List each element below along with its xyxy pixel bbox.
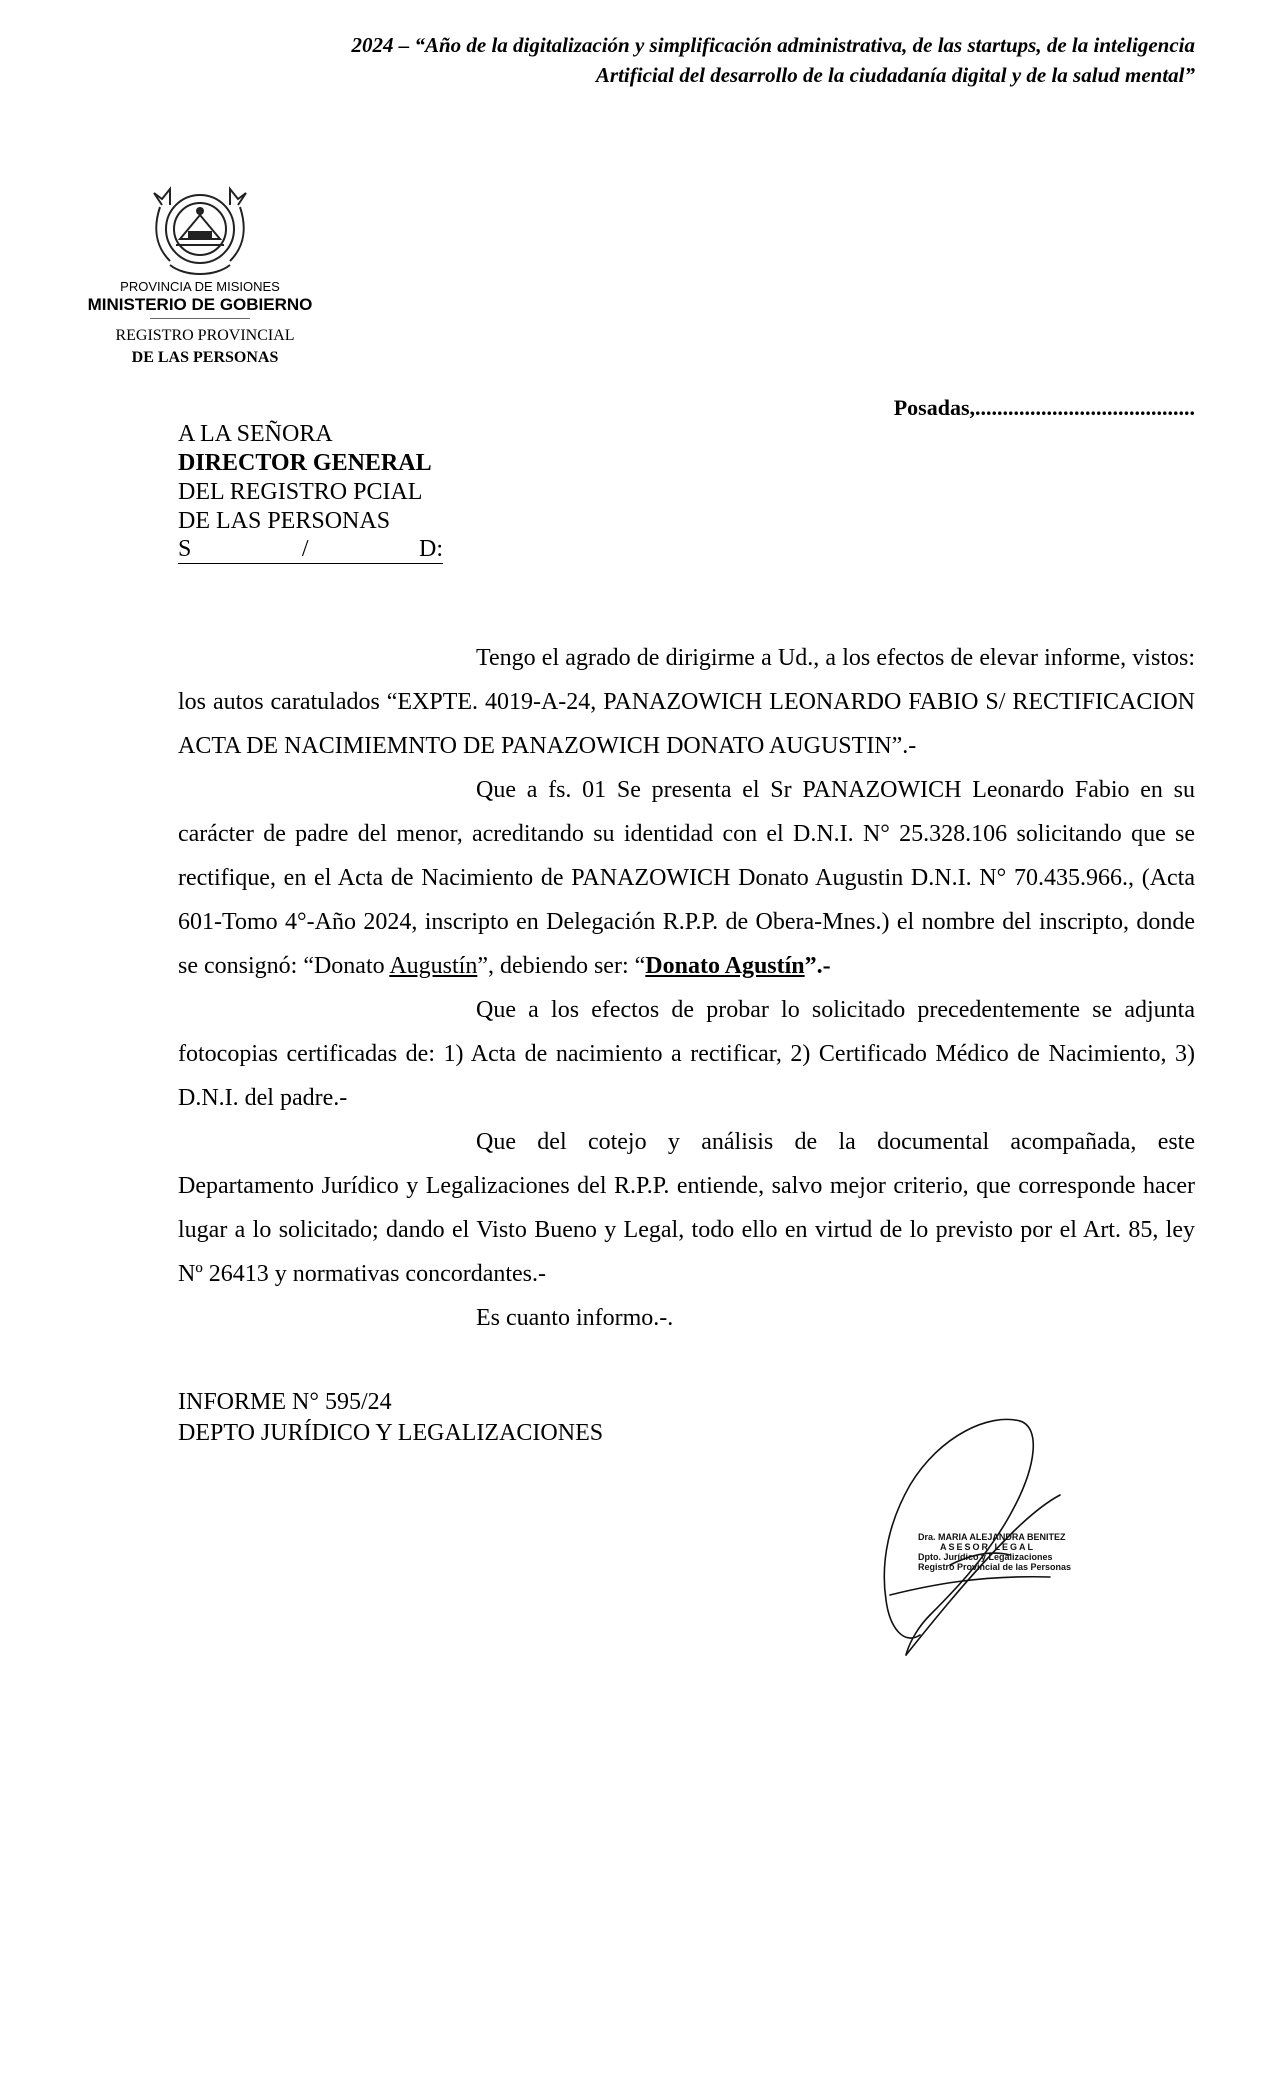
stamp-line-1: Dra. MARIA ALEJANDRA BENITEZ	[918, 1532, 1066, 1542]
province-name: PROVINCIA DE MISIONES	[120, 279, 280, 294]
paragraph-1: Tengo el agrado de dirigirme a Ud., a los efectos de elevar informe, vistos: los autos caratulados “EXPTE. 4019-A-24, PANAZOWICH LEONARDO FABIO S/ RECTIFICACION ACTA DE NACIMIEMNTO DE PANAZOWICH DONATO AUGUSTIN”.-	[178, 645, 1195, 759]
sd-s: S	[178, 536, 192, 562]
place-date-line: Posadas,........................................	[893, 395, 1195, 420]
addressee-block	[178, 420, 443, 564]
sd-d: D:	[419, 536, 443, 562]
paragraph-4: Que del cotejo y análisis de la documental acompañada, este Departamento Jurídico y Legalizaciones del R.P.P. entiende, salvo mejor criterio, que corresponde hacer lugar a lo solicitado; dando el Visto Bueno y Legal, todo ello en virtud de lo previsto por el Art. 85, ley Nº 26413 y normativas concordantes.-	[178, 1129, 1195, 1287]
paragraph-2-text-a: Que a fs. 01 Se presenta el Sr PANAZOWICH Leonardo Fabio en su carácter de padre del menor, acreditando su identidad con el D.N.I. N° 25.328.106 solicitando que se rectifique, en el Acta de Nacimiento de PANAZOWICH Donato Augustin D.N.I. N° 70.435.966., (Acta 601-Tomo 4°-Año 2024, inscripto en Delegación R.P.P. de Obera-Mnes.) el nombre del inscripto, donde se consignó: “Donato	[178, 777, 1195, 979]
paragraph-3: Que a los efectos de probar lo solicitado precedentemente se adjunta fotocopias certificadas de: 1) Acta de nacimiento a rectificar, 2) Certificado Médico de Nacimiento, 3) D.N.I. del padre.-	[178, 997, 1195, 1111]
stamp-line-3: Dpto. Jurídico y Legalizaciones	[918, 1552, 1053, 1562]
correct-name: Donato Agustín	[645, 953, 805, 979]
motto-line-1: 2024 – “Año de la digitalización y simplificación administrativa, de las startups, de la inteligencia	[351, 33, 1195, 57]
coat-of-arms-icon	[140, 185, 260, 285]
sd-slash: /	[301, 536, 309, 562]
header-divider	[150, 318, 250, 319]
report-body	[178, 636, 1195, 1340]
addressee-sd-line	[178, 536, 443, 564]
motto-line-2: Artificial del desarrollo de la ciudadanía digital y de la salud mental”	[595, 63, 1195, 87]
paragraph-2	[178, 768, 1195, 988]
wrong-name: Augustín	[389, 953, 478, 979]
ministry-name: MINISTERIO DE GOBIERNO	[87, 295, 313, 314]
paragraph-2-text-c: ”.-	[804, 953, 831, 979]
report-number: INFORME N° 595/24	[178, 1389, 392, 1415]
registry-line-2: DE LAS PERSONAS	[131, 349, 279, 366]
header-motto	[240, 30, 1195, 90]
paragraph-5: Es cuanto informo.-.	[476, 1305, 674, 1331]
addressee-line-1: A LA SEÑORA	[178, 421, 333, 447]
addressee-line-2: DIRECTOR GENERAL	[178, 450, 432, 476]
report-footer	[178, 1387, 603, 1449]
stamp-line-4: Registro Provincial de las Personas	[918, 1562, 1072, 1572]
department-name: DEPTO JURÍDICO Y LEGALIZACIONES	[178, 1420, 604, 1446]
addressee-line-3: DEL REGISTRO PCIAL	[178, 479, 423, 505]
signature-stamp	[918, 1532, 1088, 1572]
stamp-line-2: ASESOR LEGAL	[940, 1542, 1036, 1552]
addressee-line-4: DE LAS PERSONAS	[178, 508, 391, 534]
paragraph-2-text-b: ”, debiendo ser: “	[477, 953, 646, 979]
registry-line-1: REGISTRO PROVINCIAL	[115, 327, 295, 344]
registry-name	[60, 325, 350, 369]
